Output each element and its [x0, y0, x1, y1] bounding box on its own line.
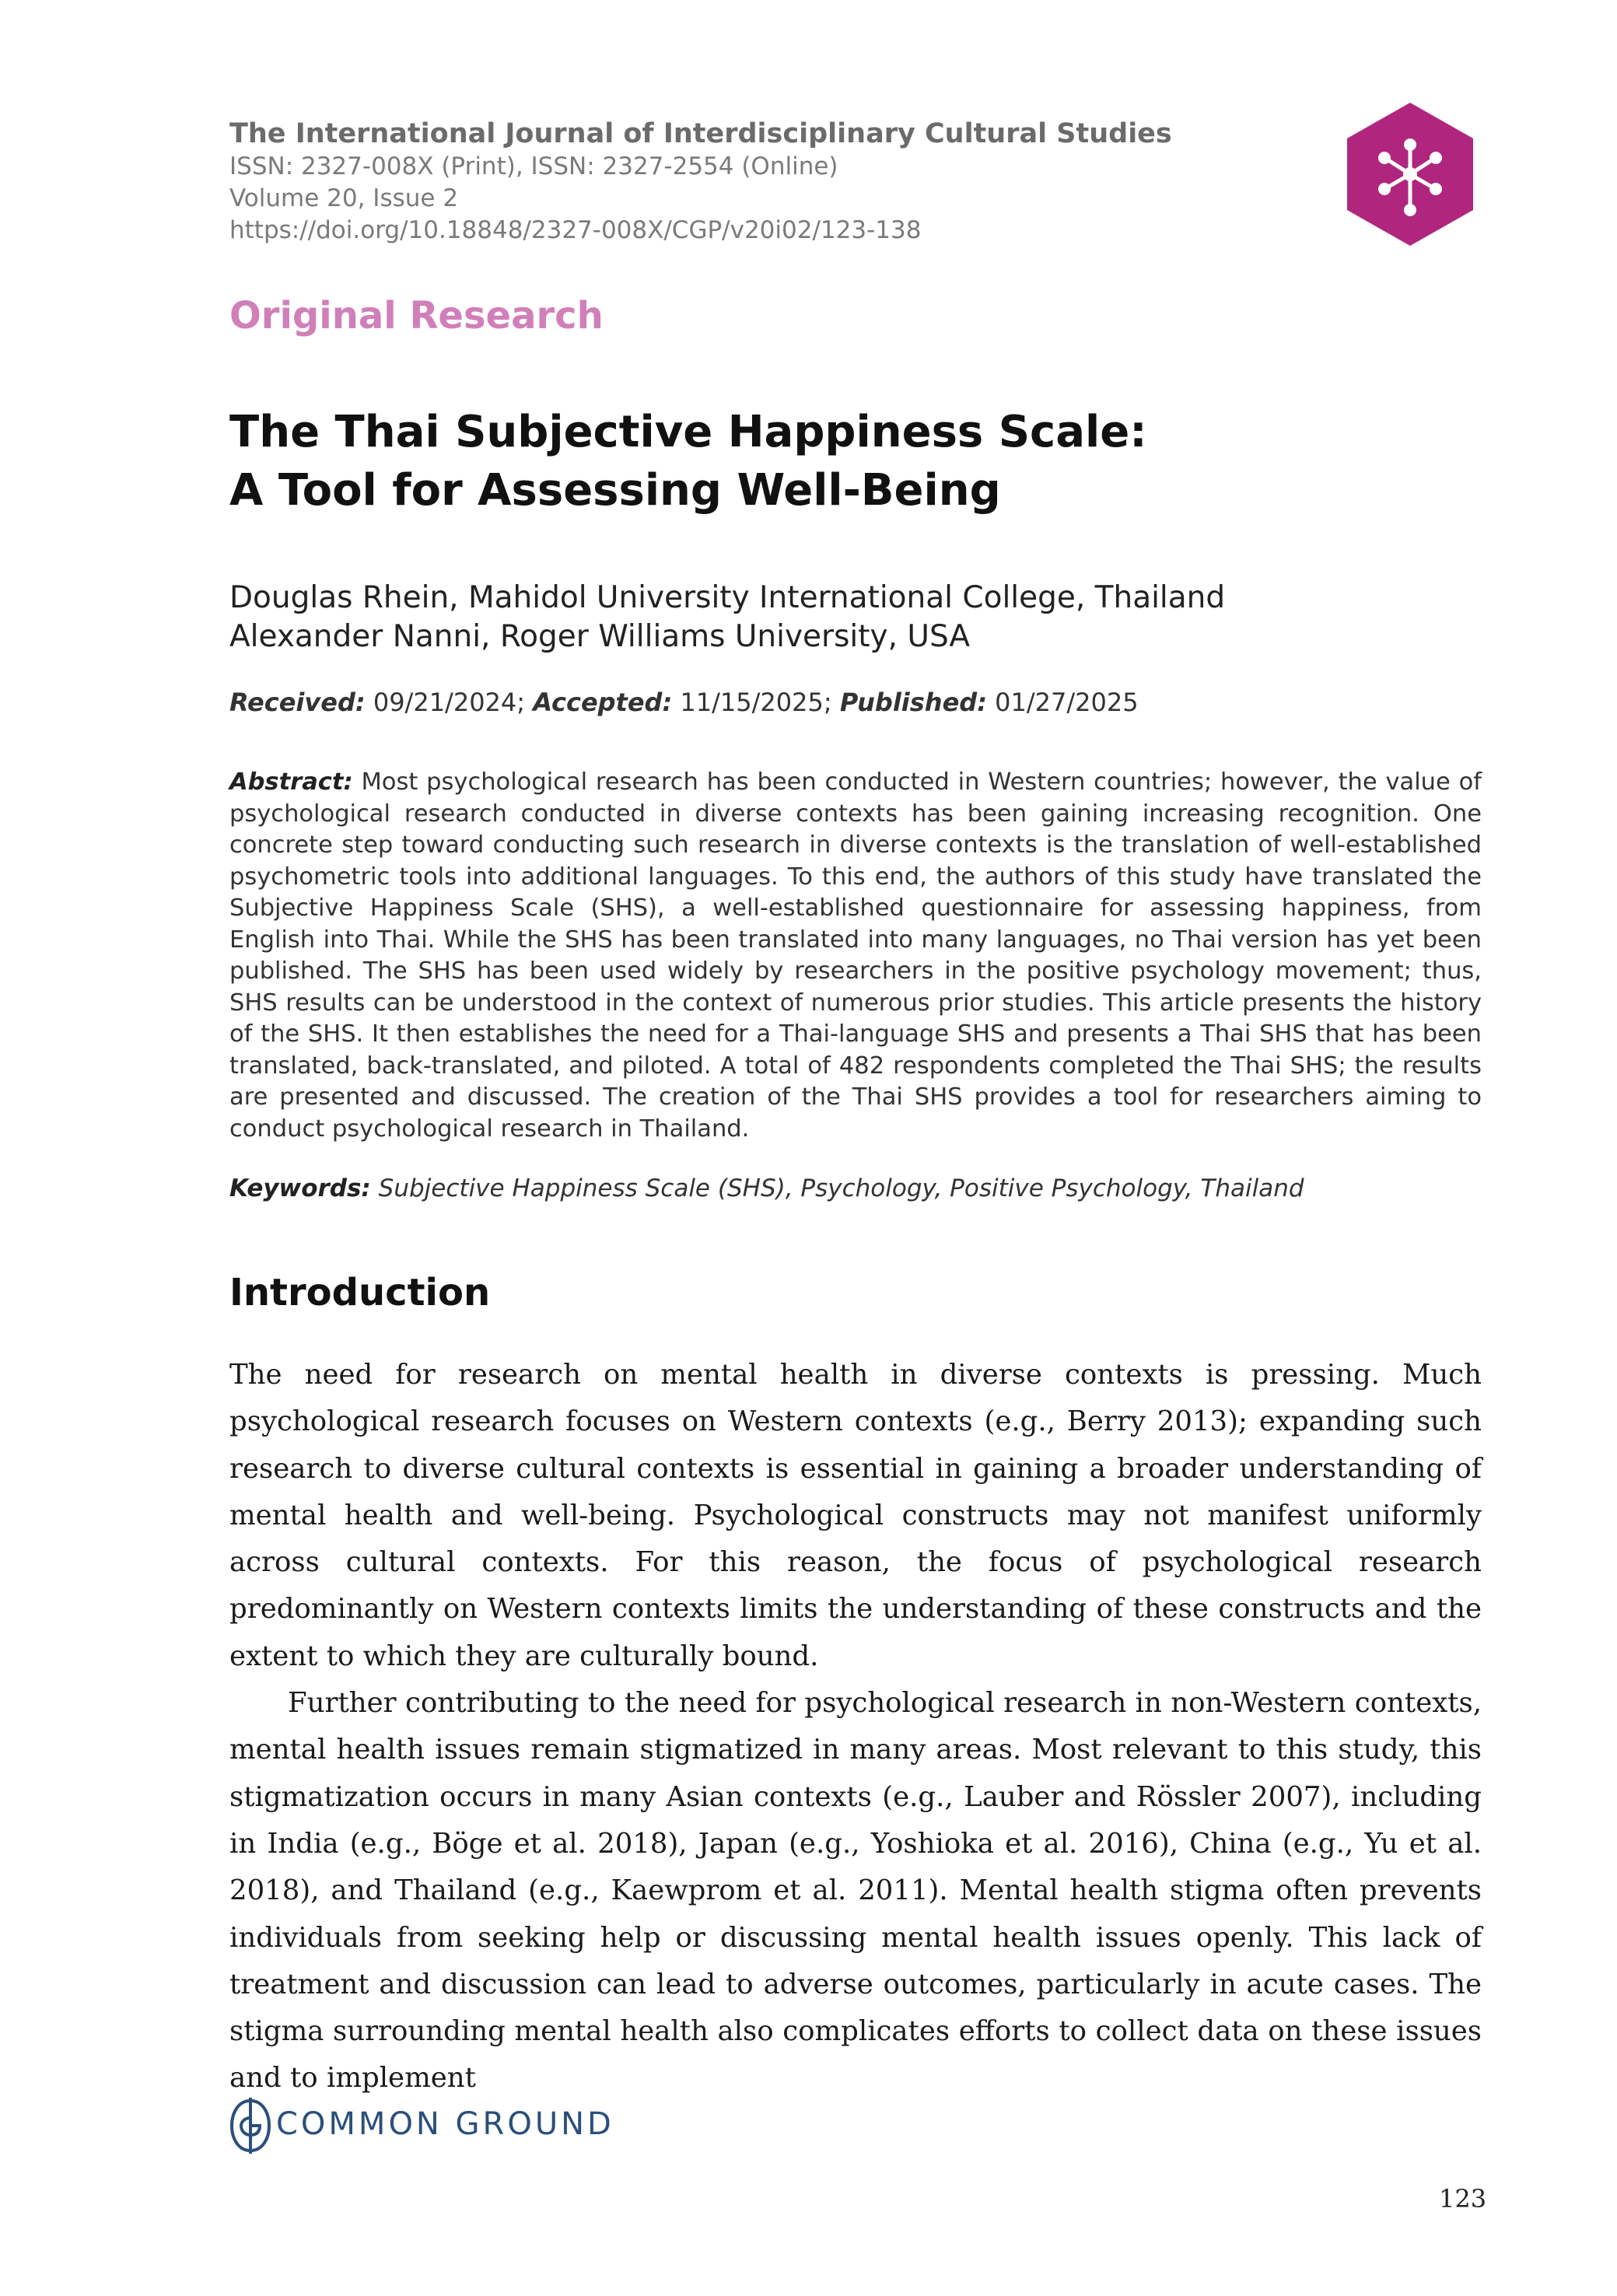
keywords-text: Subjective Happiness Scale (SHS), Psychology, Positive Psychology, Thailand: [370, 1174, 1304, 1202]
abstract-text: Most psychological research has been conducted in Western countries; however, the value of psychological research conducted in diverse contexts has been gaining increasing recognition. One concrete step toward conducting such research in diverse contexts is the translation of well-established psychometric tools into additional languages. To this end, the authors of this study have translated the Subjective Happiness Scale (SHS), a well-established questionnaire for assessing happiness, from English into Thai. While the SHS has been translated into many languages, no Thai version has yet been published. The SHS has been used widely by researchers in the positive psychology movement; thus, SHS results can be understood in the context of numerous prior studies. This article presents the history of the SHS. It then establishes the need for a Thai-language SHS and presents a Thai SHS that has been translated, back-translated, and piloted. A total of 482 respondents completed the Thai SHS; the results are presented and discussed. The creation of the Thai SHS provides a tool for researchers aiming to conduct psychological research in Thailand.: [229, 768, 1482, 1143]
journal-title: The International Journal of Interdisciplinary Cultural Studies: [229, 118, 1172, 149]
journal-issn: ISSN: 2327-008X (Print), ISSN: 2327-2554 (Online): [229, 152, 838, 180]
publication-dates: [229, 688, 1139, 717]
accepted-date: 11/15/2025;: [672, 688, 840, 717]
introduction-heading: Introduction: [229, 1271, 491, 1314]
received-date: 09/21/2024;: [365, 688, 534, 717]
common-ground-logo: [227, 2095, 274, 2157]
publisher-name: COMMON GROUND: [276, 2106, 614, 2142]
author-1: Douglas Rhein, Mahidol University International College, Thailand: [229, 580, 1226, 615]
keywords: [229, 1174, 1304, 1202]
published-label: Published:: [839, 688, 987, 717]
keywords-label: Keywords:: [229, 1174, 371, 1202]
abstract: [229, 767, 1482, 1145]
article-title: [229, 403, 1474, 520]
page-number: 123: [1439, 2184, 1487, 2214]
section-label: Original Research: [229, 294, 604, 338]
author-list: [229, 579, 1225, 656]
introduction-body: [229, 1352, 1482, 2102]
author-2: Alexander Nanni, Roger Williams University, USA: [229, 619, 971, 654]
received-label: Received:: [229, 688, 366, 717]
accepted-label: Accepted:: [533, 688, 673, 717]
article-title-line1: The Thai Subjective Happiness Scale:: [229, 407, 1147, 457]
paragraph: The need for research on mental health in diverse contexts is pressing. Much psychological research focuses on Western contexts (e.g., Berry 2013); expanding such research to diverse cultural contexts is essential in gaining a broader understanding of mental health and well-being. Psychological constructs may not manifest uniformly across cultural contexts. For this reason, the focus of psychological research predominantly on Western contexts limits the understanding of these constructs and the extent to which they are culturally bound.: [229, 1359, 1482, 1672]
journal-header: [229, 117, 1318, 247]
hexagon-network-icon: [1344, 101, 1476, 247]
published-date: 01/27/2025: [986, 688, 1139, 717]
paragraph: Further contributing to the need for psychological research in non-Western contexts, mental health issues remain stigmatized in many areas. Most relevant to this study, this stigmatization occurs in many Asian contexts (e.g., Lauber and Rössler 2007), including in India (e.g., Böge et al. 2018), Japan (e.g., Yoshioka et al. 2016), China (e.g., Yu et al. 2018), and Thailand (e.g., Kaewprom et al. 2011). Mental health stigma often prevents individuals from seeking help or discussing mental health issues openly. This lack of treatment and discussion can lead to adverse outcomes, particularly in acute cases. The stigma surrounding mental health also complicates efforts to collect data on these issues and to implement: [229, 1687, 1482, 2095]
journal-volume: Volume 20, Issue 2: [229, 184, 459, 212]
journal-doi-link[interactable]: https://doi.org/10.18848/2327-008X/CGP/v20i02/123-138: [229, 216, 922, 244]
article-title-line2: A Tool for Assessing Well-Being: [229, 465, 1001, 516]
abstract-label: Abstract:: [229, 768, 353, 796]
